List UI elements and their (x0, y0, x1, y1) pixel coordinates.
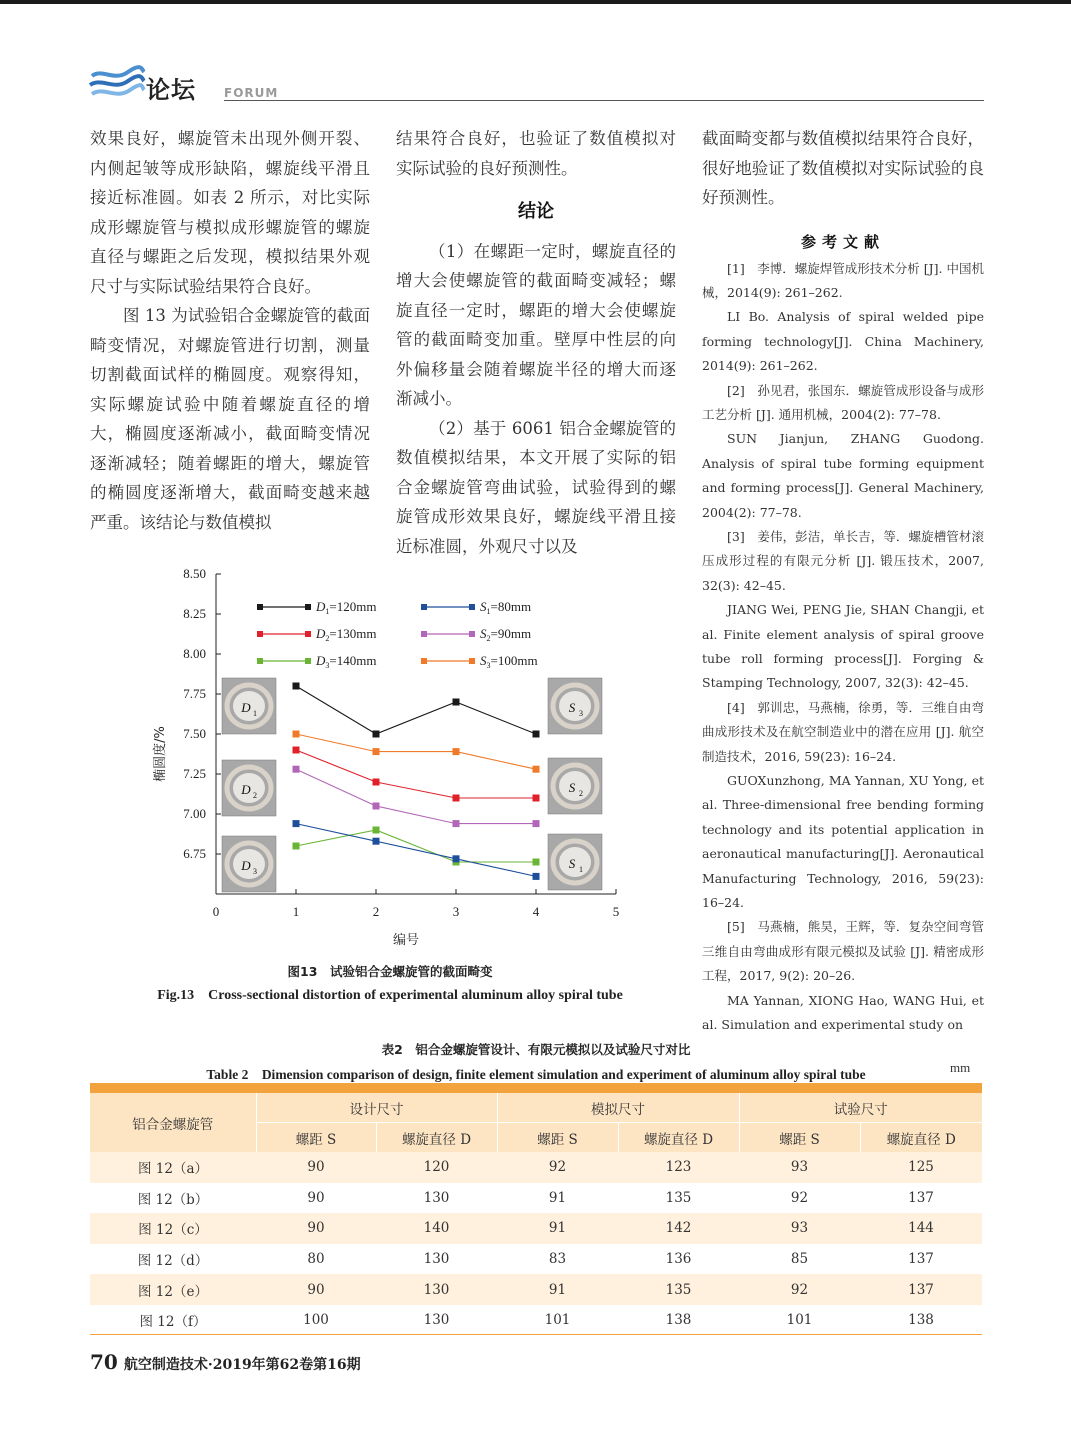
page-number: 70 (90, 1350, 118, 1374)
table-cell: 图 12（f） (139, 1314, 207, 1331)
section-forum-label: FORUM (224, 86, 279, 100)
reference-item: MA Yannan, XIONG Hao, WANG Hui, et al. Simulation and experimental study on (702, 992, 984, 1033)
table-header-sample: 铝合金螺旋管 (132, 1116, 214, 1133)
y-tick-label: 7.75 (183, 686, 206, 701)
data-point (293, 766, 300, 773)
y-tick-label: 8.25 (183, 606, 206, 621)
section-logo-text: 论坛 (146, 76, 196, 104)
figure-caption-en: Fig.13 Cross-sectional distortion of experimental aluminum alloy spiral tube (157, 988, 623, 1003)
legend-label: $S_1=80mm$ (480, 599, 532, 616)
section-heading: 结论 (518, 201, 554, 222)
legend-marker (257, 658, 263, 664)
data-point (293, 747, 300, 754)
tube-photo-label-sub: 2 (253, 791, 257, 800)
paragraph: （1）在螺距一定时，螺旋直径的增大会使螺旋管的截面畸变减轻；螺旋直径一定时，螺距的增大会使螺旋管的截面畸变加重。壁厚中性层的向外偏移量会随着螺旋半径的增大而逐渐减小。 (396, 241, 676, 408)
table-cell: 92 (790, 1281, 809, 1298)
tube-photo-label: D (241, 700, 251, 715)
tube-photo-label: D (241, 782, 251, 797)
page-footer (90, 1350, 361, 1374)
top-rule (0, 0, 1071, 4)
header-rule (224, 100, 984, 101)
table-row (90, 1244, 982, 1275)
table-cell: 130 (423, 1312, 450, 1329)
legend-marker (421, 658, 427, 664)
references-list (702, 257, 984, 1038)
data-point (453, 855, 460, 862)
data-point (293, 843, 300, 850)
text-column-1 (90, 124, 370, 537)
table-cell: 138 (908, 1312, 934, 1329)
table-cell: 137 (908, 1281, 934, 1298)
tube-photo-label: S (568, 856, 576, 871)
figure-caption-cn: 图13 试验铝合金螺旋管的截面畸变 (287, 964, 493, 979)
table-row (90, 1152, 982, 1183)
table-cell: 图 12（b） (137, 1191, 209, 1208)
data-point (373, 838, 380, 845)
paragraph: （2）基于 6061 铝合金螺旋管的数值模拟结果，本文开展了实际的铝合金螺旋管弯曲试验，试验得到的螺旋管成形效果良好，螺旋线平滑且接近标准圆，外观尺寸以及 (396, 418, 676, 556)
table-cell: 92 (790, 1189, 809, 1206)
data-point (293, 820, 300, 827)
table-cell: 137 (908, 1251, 934, 1268)
data-point (533, 766, 540, 773)
journal-name: 航空制造技术·2019年第62卷第16期 (123, 1357, 361, 1373)
table-subheader: 螺旋直径 D (618, 1123, 739, 1153)
legend-marker (305, 631, 311, 637)
reference-item: LI Bo. Analysis of spiral welded pipe forming technology[J]. China Machinery, 2014(9): 261–262. (702, 309, 984, 374)
data-point (533, 731, 540, 738)
table-top-band (90, 1083, 982, 1093)
table-cell: 80 (307, 1251, 325, 1268)
tube-photo-label-sub: 2 (579, 789, 583, 798)
x-tick-label: 5 (612, 904, 620, 919)
table-cell: 140 (423, 1220, 450, 1237)
table-unit: mm (950, 1060, 971, 1075)
tube-photo-label: S (568, 700, 576, 715)
y-tick-label: 7.50 (183, 726, 206, 741)
data-point (533, 859, 540, 866)
data-point (373, 803, 380, 810)
data-point (453, 795, 460, 802)
reference-item: [4] 郭训忠，马燕楠，徐勇，等．三维自由弯曲成形技术及在航空制造业中的潜在应用 [J]. 航空制造技术，2016, 59(23): 16–24. (702, 699, 984, 764)
tube-photo-label-sub: 1 (253, 709, 257, 718)
table-row (90, 1183, 982, 1214)
table-subheader: 螺旋直径 D (376, 1123, 497, 1153)
table-row (90, 1305, 982, 1336)
legend-marker (469, 631, 475, 637)
legend-label: $S_3=100mm$ (480, 653, 538, 670)
reference-item: [3] 姜伟，彭洁，单长吉，等．螺旋槽管材滚压成形过程的有限元分析 [J]. 锻压技术，2007, 32(3): 42–45. (702, 528, 984, 593)
series-line (296, 750, 536, 798)
legend-marker (469, 658, 475, 664)
table-row (90, 1274, 982, 1305)
table-cell: 图 12（a） (137, 1161, 209, 1178)
data-point (373, 779, 380, 786)
data-point (373, 731, 380, 738)
paragraph: 结果符合良好，也验证了数值模拟对实际试验的良好预测性。 (396, 129, 676, 178)
x-tick-label: 1 (292, 904, 300, 919)
table-cell: 92 (548, 1159, 567, 1176)
table-cell: 90 (307, 1159, 325, 1176)
dimension-table (90, 1093, 982, 1336)
table-subheader: 螺距 S (256, 1123, 376, 1153)
table-cell: 90 (307, 1189, 325, 1206)
y-tick-label: 8.00 (183, 646, 206, 661)
table-cell: 138 (665, 1312, 692, 1329)
x-tick-label: 3 (452, 904, 460, 919)
y-tick-label: 7.00 (183, 806, 206, 821)
tube-photo-label: D (241, 858, 251, 873)
references-heading: 参考文献 (800, 232, 885, 251)
legend-marker (257, 604, 263, 610)
table-cell: 90 (307, 1281, 325, 1298)
table-subheader: 螺距 S (739, 1123, 860, 1153)
legend-marker (257, 631, 263, 637)
table-subheader: 螺旋直径 D (860, 1123, 982, 1153)
table-cell: 135 (665, 1189, 692, 1206)
legend-label: $D_2=130mm$ (316, 626, 377, 643)
table-cell: 93 (790, 1159, 809, 1176)
data-point (453, 748, 460, 755)
table-cell: 120 (423, 1159, 450, 1176)
x-tick-label: 4 (532, 904, 540, 919)
table-cell: 101 (544, 1312, 571, 1329)
y-axis-label: 椭圆度/% (153, 726, 168, 782)
table-cell: 91 (548, 1189, 567, 1206)
table-cell: 144 (908, 1220, 934, 1237)
legend-label: $D_3=140mm$ (316, 653, 377, 670)
legend-marker (469, 604, 475, 610)
series-line (296, 686, 536, 734)
table-cell: 图 12（c） (138, 1222, 208, 1239)
y-tick-label: 8.50 (183, 566, 206, 581)
table-cell: 83 (548, 1251, 567, 1268)
table-cell: 91 (548, 1281, 567, 1298)
table-cell: 137 (908, 1189, 934, 1206)
table-cell: 100 (303, 1312, 329, 1329)
data-point (373, 748, 380, 755)
reference-item: [5] 马燕楠，熊昊，王辉，等．复杂空间弯管三维自由弯曲成形有限元模拟及试验 [J]. 精密成形工程，2017, 9(2): 20–26. (702, 919, 984, 984)
legend-marker (305, 658, 311, 664)
data-point (533, 820, 540, 827)
x-tick-label: 2 (372, 904, 380, 919)
page-header (88, 64, 984, 106)
legend-marker (305, 604, 311, 610)
text-column-3 (702, 124, 984, 1038)
data-point (533, 873, 540, 880)
reference-item: JIANG Wei, PENG Jie, SHAN Changji, et al. Finite element analysis of spiral groove tube roll forming process[J]. Forging & Stamping Technology, 2007, 32(3): 42–45. (702, 602, 984, 691)
data-point (373, 827, 380, 834)
text-column-2 (396, 124, 676, 561)
tube-photo-label-sub: 3 (253, 867, 257, 876)
table-cell: 130 (423, 1251, 450, 1268)
table-cell: 123 (665, 1159, 692, 1176)
tube-photo-label: S (568, 780, 576, 795)
table-cell: 91 (548, 1220, 567, 1237)
legend-label: $S_2=90mm$ (480, 626, 532, 643)
table-cell: 125 (908, 1159, 934, 1176)
paragraph: 效果良好，螺旋管未出现外侧开裂、内侧起皱等成形缺陷，螺旋线平滑且接近标准圆。如表 2 所示，对比实际成形螺旋管与模拟成形螺旋管的螺旋直径与螺距之后发现，模拟结果外观尺寸与实际试验结果符合良好。 (90, 129, 370, 296)
figure-13 (140, 560, 640, 960)
table-cell: 90 (307, 1220, 325, 1237)
series-line (296, 830, 536, 862)
table-cell: 85 (790, 1251, 809, 1268)
paragraph: 截面畸变都与数值模拟结果符合良好，很好地验证了数值模拟对实际试验的良好预测性。 (702, 129, 984, 207)
legend-marker (421, 631, 427, 637)
data-point (293, 683, 300, 690)
table-cell: 93 (790, 1220, 809, 1237)
table-header-group: 试验尺寸 (739, 1093, 982, 1123)
data-point (453, 820, 460, 827)
legend-marker (421, 604, 427, 610)
table-cell: 101 (786, 1312, 813, 1329)
tube-photo-label-sub: 3 (579, 709, 583, 718)
table-cell: 142 (665, 1220, 692, 1237)
x-axis-label: 编号 (392, 933, 420, 948)
paragraph: 图 13 为试验铝合金螺旋管的截面畸变情况，对螺旋管进行切割，测量切割截面试样的椭圆度。观察得知，实际螺旋试验中随着螺旋直径的增大，椭圆度逐渐减小，截面畸变情况逐渐减轻；随着螺距的增大，螺旋管的椭圆度逐渐增大，截面畸变越来越严重。该结论与数值模拟 (90, 306, 370, 532)
reference-item: GUOXunzhong, MA Yannan, XU Yong, et al. Three-dimensional free bending forming technology and its potential application in aeronautical manufacturing[J]. Aeronautical Manufacturing Technology, 2016, 59(23): 16–24. (702, 773, 984, 911)
wave-logo-icon (88, 64, 146, 102)
reference-item: [2] 孙见君，张国东．螺旋管成形设备与成形工艺分析 [J]. 通用机械，2004(2): 77–78. (702, 382, 984, 422)
reference-item: SUN Jianjun, ZHANG Guodong. Analysis of spiral tube forming equipment and forming process[J]. General Machinery, 2004(2): 77–78. (702, 431, 984, 520)
y-tick-label: 6.75 (183, 846, 206, 861)
table-cell: 130 (423, 1281, 450, 1298)
reference-item: [1] 李博．螺旋焊管成形技术分析 [J]. 中国机械，2014(9): 261–262. (702, 260, 984, 300)
data-point (453, 699, 460, 706)
x-tick-label: 0 (212, 904, 220, 919)
table-cell: 图 12（e） (138, 1283, 208, 1300)
table-cell: 135 (665, 1281, 692, 1298)
table-header-group: 模拟尺寸 (497, 1093, 739, 1123)
legend-label: $D_1=120mm$ (316, 599, 377, 616)
table-bottom-rule (90, 1334, 982, 1335)
tube-photo-label-sub: 1 (579, 865, 583, 874)
series-line (296, 769, 536, 823)
table-cell: 图 12（d） (137, 1253, 209, 1270)
table-row (90, 1213, 982, 1244)
data-point (533, 795, 540, 802)
table-caption-en: Table 2 Dimension comparison of design, finite element simulation and experiment of aluminum alloy spiral tube (206, 1067, 866, 1082)
table-header-group: 设计尺寸 (256, 1093, 497, 1123)
table-cell: 136 (665, 1251, 692, 1268)
table-cell: 130 (423, 1189, 450, 1206)
ovality-line-chart (140, 560, 640, 960)
table-caption-cn: 表2 铝合金螺旋管设计、有限元模拟以及试验尺寸对比 (381, 1042, 691, 1057)
table-subheader: 螺距 S (497, 1123, 618, 1153)
data-point (293, 731, 300, 738)
y-tick-label: 7.25 (183, 766, 206, 781)
series-line (296, 824, 536, 877)
